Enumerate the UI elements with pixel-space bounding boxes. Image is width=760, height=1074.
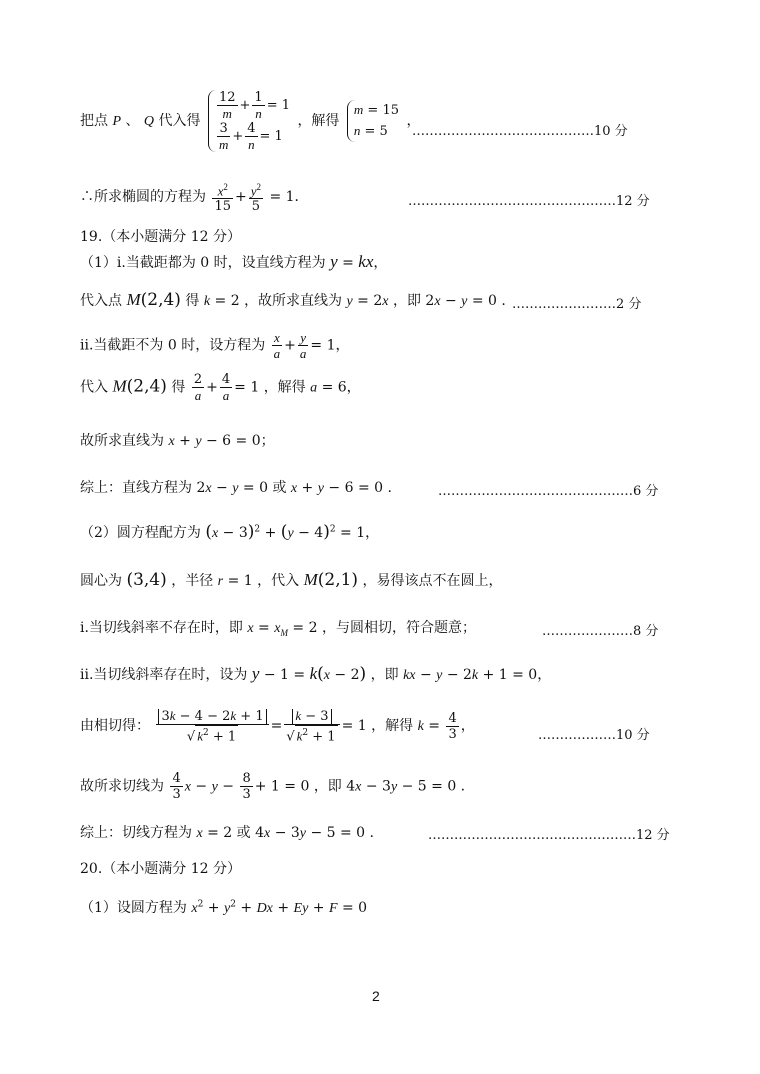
text: ，故所求直线为 xyxy=(244,293,343,309)
text: 代入得 xyxy=(158,113,201,129)
page-number: 2 xyxy=(372,988,380,1004)
text: ，半径 xyxy=(171,573,214,589)
text: 或 xyxy=(236,825,251,841)
var-p: P xyxy=(112,114,122,129)
line-19-8: 圆心为 (3,4) ，半径 r = 1 ，代入 M(2,1) ，易得该点不在圆上， xyxy=(80,570,503,590)
text: ii.当截距不为 0 时，设方程为 xyxy=(80,337,266,354)
text: ，即 xyxy=(392,293,421,309)
line-19-12: 故所求切线为 $\frac{4}{3}$ x − y − $\frac{8}{3}$ + 1 = 0 ，即 4x − 3y − 5 = 0 . xyxy=(80,771,466,802)
text: ，易得该点不在圆上， xyxy=(362,573,503,589)
text: 得 xyxy=(185,293,200,309)
text: 故所求直线为 xyxy=(80,433,164,449)
line-19-1: （1）i.当截距都为 0 时，设直线方程为 y = kx， xyxy=(80,252,388,271)
text: ∴所求椭圆的方程为 xyxy=(80,189,206,206)
score-marker: …………………………………………12 分 xyxy=(408,194,650,209)
text: ，与圆相切，符合题意； xyxy=(321,620,476,636)
text: ，即 xyxy=(370,667,399,683)
text: ，解得 xyxy=(263,379,306,396)
text: （1）i.当截距都为 0 时，设直线方程为 xyxy=(80,255,326,271)
question-20-title: 20.（本小题满分 12 分） xyxy=(80,861,241,877)
text: 把点 xyxy=(80,113,108,129)
text: 故所求切线为 xyxy=(80,778,164,795)
text: 得 xyxy=(171,379,186,396)
line-substitute-pq xyxy=(80,90,420,152)
text: 代入点 xyxy=(80,293,122,309)
text: ，解得 xyxy=(297,113,340,129)
score-marker: ……………………2 分 xyxy=(512,297,642,312)
text: （2）圆方程配方为 xyxy=(80,525,201,541)
equation-system: $\frac{12}{m}$ + $\frac{1}{n}$ = 1 $\frac{3}{m}$ + $\frac{4}{n}$ = 1 xyxy=(208,90,290,152)
solution-system: m = 15 n = 5 xyxy=(347,100,399,142)
text: ，代入 xyxy=(257,573,300,589)
text: 代入 xyxy=(80,379,108,396)
line-19-2: 代入点 M(2,4) 得 k = 2 ，故所求直线为 y = 2x ，即 2x − y = 0 . xyxy=(80,290,506,310)
score-marker: ………………10 分 xyxy=(538,728,650,743)
text: 或 xyxy=(272,480,287,496)
line-19-9: i.当切线斜率不存在时，即 $x = x_M = 2$ ，与圆相切，符合题意； xyxy=(80,620,476,638)
text: 圆心为 xyxy=(80,573,122,589)
score-marker: ……………………………………10 分 xyxy=(412,124,628,139)
line-19-10: ii.当切线斜率存在时，设为 y − 1 = k(x − 2) ，即 kx − y − 2k + 1 = 0， xyxy=(80,664,552,684)
text: （1）设圆方程为 xyxy=(80,900,187,916)
line-ellipse-equation: ∴所求椭圆的方程为 $\frac{x^2}{15}$ + $\frac{y^2}{5}$ = 1． xyxy=(80,182,309,215)
text: 、 xyxy=(125,113,140,129)
line-19-3: ii.当截距不为 0 时，设方程为 $\frac{x}{a}$ + $\frac{y}{a}$ = 1， xyxy=(80,330,350,361)
score-marker: …………………………………………12 分 xyxy=(428,828,670,843)
line-20-1: （1）设圆方程为 $x^2 + y^2 + Dx + Ey + F = 0$ xyxy=(80,899,368,916)
line-19-13: 综上：切线方程为 x = 2 或 4x − 3y − 5 = 0 . xyxy=(80,825,374,841)
text: ， xyxy=(406,113,421,129)
question-19-title: 19.（本小题满分 12 分） xyxy=(80,229,241,245)
text: ，即 xyxy=(313,778,342,795)
text: 综上：直线方程为 xyxy=(80,480,192,496)
text: i.当切线斜率不存在时，即 xyxy=(80,620,243,636)
line-19-6: 综上：直线方程为 2x − y = 0 或 x + y − 6 = 0 . xyxy=(80,480,392,496)
score-marker: …………………8 分 xyxy=(542,624,659,639)
var-q: Q xyxy=(143,114,155,129)
text: ii.当切线斜率存在时，设为 xyxy=(80,667,248,683)
line-19-7: （2）圆方程配方为 $(x - 3)^2 + (y - 4)^2 = 1$， xyxy=(80,522,380,542)
text: 综上：切线方程为 xyxy=(80,825,192,841)
score-marker: ………………………………………6 分 xyxy=(438,484,659,499)
line-19-5: 故所求直线为 x + y − 6 = 0； xyxy=(80,433,275,449)
text: ，解得 xyxy=(371,718,414,735)
text: 由相切得： xyxy=(80,718,150,735)
text: = 1． xyxy=(269,189,309,206)
line-19-4: 代入 M(2,4) 得 $\frac{2}{a}$ + $\frac{4}{a}$ = 1 ，解得 a = 6， xyxy=(80,372,361,403)
line-19-11: 由相切得： $\frac{3k - 4 - 2k + 1}{√ k^2 + 1}$ = $\frac{k - 3}{√ k^2 + 1}$ = 1 ，解得 k = $\frac{4}{3}$ ， xyxy=(80,708,475,745)
